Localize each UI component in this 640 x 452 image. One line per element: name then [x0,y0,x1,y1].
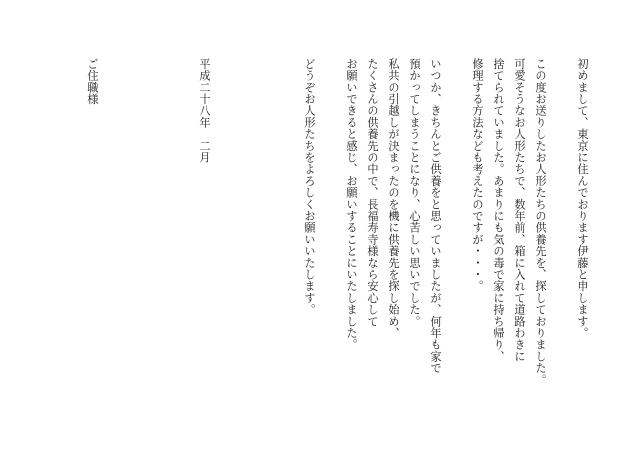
closing-line: どうぞお人形たちをよろしくお願いいたします。 [303,58,316,316]
body-line-3: 捨てられていました。あまりにも気の毒で家に持ち帰り、 [492,58,505,363]
body-line-9: お願いできると感じ、お願いすることにいたしました。 [345,58,358,351]
addressee-line: ご住職様 [86,58,99,105]
body-line-4: 修理する方法なども考えたのですが・・・。 [471,58,484,292]
body-line-6: 預かってしまうことになり、心苦しい思いでした。 [408,58,421,328]
body-line-8: たくさんの供養先の中で、長福寿寺様なら安心して [366,58,379,328]
body-line-5: いつか、きちんとご供養をと思っていましたが、何年も家で [429,58,442,374]
body-line-2: 可愛そうなお人形たちで、数年前、箱に入れて道路わきに [513,58,526,363]
date-line: 平成二十八年 二月 [198,58,211,164]
body-line-1: この度お送りしたお人形たちの供養先を、探しておりました。 [534,58,547,386]
body-line-7: 私共の引越しが決まったのを機に供養先を探し始め、 [387,58,400,339]
greeting-line: 初めまして、東京に住んでおります伊藤と申します。 [576,58,589,339]
